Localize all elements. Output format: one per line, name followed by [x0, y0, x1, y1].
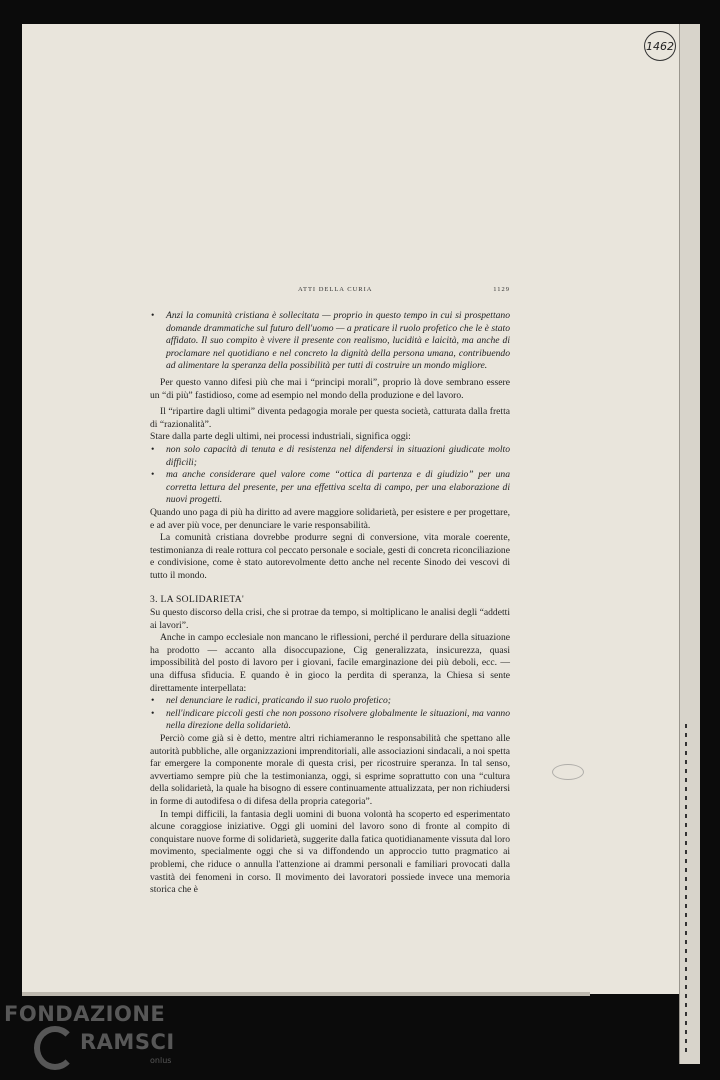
watermark-line-1: FONDAZIONE [4, 1002, 166, 1026]
paper-smudge [552, 764, 584, 780]
paragraph: Stare dalla parte degli ultimi, nei processi industriali, significa oggi: [150, 431, 411, 443]
page-number: 1129 [493, 286, 510, 293]
watermark-line-2: RAMSCI [80, 1030, 175, 1054]
paragraph: In tempi difficili, la fantasia degli uomini di buona volontà ha scoperto ed esperimentato alcune coraggiose iniziative. Oggi gli uomini del lavoro sono di fronte al compito di conquistare nuove forme di solidarietà, suggerite dalla fatica quotidianamente vissuta dal loro movimento, specialmente oggi che si va diffondendo un approccio tutto pragmatico ai problemi, che riduce o annulla l'attenzione ai drammi personali e familiari provocati dalla vastità dei fenomeni in corso. Il movimento dei lavoratori possiede invece una memoria storica che è [150, 808, 510, 896]
watermark-subtitle: onlus [150, 1056, 172, 1065]
article-body [150, 310, 510, 897]
watermark-g-icon [34, 1026, 76, 1070]
page-edge-shadow [22, 992, 590, 996]
bullet-paragraph: • ma anche considerare quel valore come “ottica di partenza e di giudizio” per una corretta lettura del presente, per una effettiva scelta di campo, per una elaborazione di nuovi progetti. [150, 469, 510, 507]
paragraph: Il “ripartire dagli ultimi” diventa pedagogia morale per questa società, catturata dalla fretta di “razionalità”. [150, 406, 510, 430]
paragraph: La comunità cristiana dovrebbe produrre segni di conversione, vita morale coerente, testimonianza di reale rottura col peccato personale e sociale, gesti di concreta riconciliazione e condivisione, come è stato autorevolmente detto anche nel recente Sinodo dei vescovi di tutto il mondo. [150, 532, 510, 581]
bullet-paragraph: • nell'indicare piccoli gesti che non possono risolvere globalmente le situazioni, ma vanno nella direzione della solidarietà. [150, 708, 510, 733]
paragraph: Su questo discorso della crisi, che si protrae da tempo, si moltiplicano le analisi degli “addetti ai lavori”. [150, 607, 510, 631]
watermark-logo [4, 1000, 204, 1078]
running-head-title: ATTI DELLA CURIA [298, 286, 373, 293]
bullet-paragraph: • non solo capacità di tenuta e di resistenza nel difendersi in situazioni giudicate molto difficili; [150, 444, 510, 469]
bullet-paragraph: • nel denunciare le radici, praticando il suo ruolo profetico; [150, 695, 510, 708]
paragraph: Perciò come già si è detto, mentre altri richiameranno le responsabilità che spettano alle autorità pubbliche, alle organizzazioni imprenditoriali, alle associazioni sindacali, a noi spetta far emergere la componente morale di questa crisi, per ricostruire speranza. In tal senso, avvertiamo sempre più che la testimonianza, oggi, si esprime soprattutto con una “cultura della solidarietà, la quale ha bisogno di essere continuamente attualizzata, per non richiudersi in forme di autodifesa o di difesa della propria categoria”. [150, 733, 510, 807]
binding-strip [679, 24, 700, 1064]
bullet-paragraph: • Anzi la comunità cristiana è sollecitata — proprio in questo tempo in cui si prospettano domande drammatiche sul futuro dell'uomo — a praticare il ruolo profetico che le è stato affidato. Il suo compito è vivere il presente con realismo, lucidità e laicità, ma anche di proclamare nel quotidiano e nel concreto la dignità della persona umana, contribuendo ad alimentare la speranza della possibilità per tutti di costruire un mondo migliore. [150, 310, 510, 373]
paragraph: Quando uno paga di più ha diritto ad avere maggiore solidarietà, per esistere e per progettare, e ad aver più voce, per denunciare le varie responsabilità. [150, 506, 510, 531]
running-head [150, 286, 510, 298]
section-heading: 3. LA SOLIDARIETA' [150, 594, 245, 606]
paragraph: Per questo vanno difesi più che mai i “principi morali”, proprio là dove sembrano essere un “di più” fastidioso, come ad esempio nel mondo della produzione e del lavoro. [150, 376, 510, 401]
archive-number-stamp: 1462 [644, 31, 676, 61]
paragraph: Anche in campo ecclesiale non mancano le riflessioni, perché il perdurare della situazione ha prodotto — accanto alla disoccupazione, Cig generalizzata, insicurezza, quasi impossibilità del posto di lavoro per i giovani, facile emarginazione dei più deboli, ecc. — una diffusa sfiducia. E quando è in gioco la perdita di speranza, la Chiesa si sente direttamente interpellata: [150, 632, 510, 694]
